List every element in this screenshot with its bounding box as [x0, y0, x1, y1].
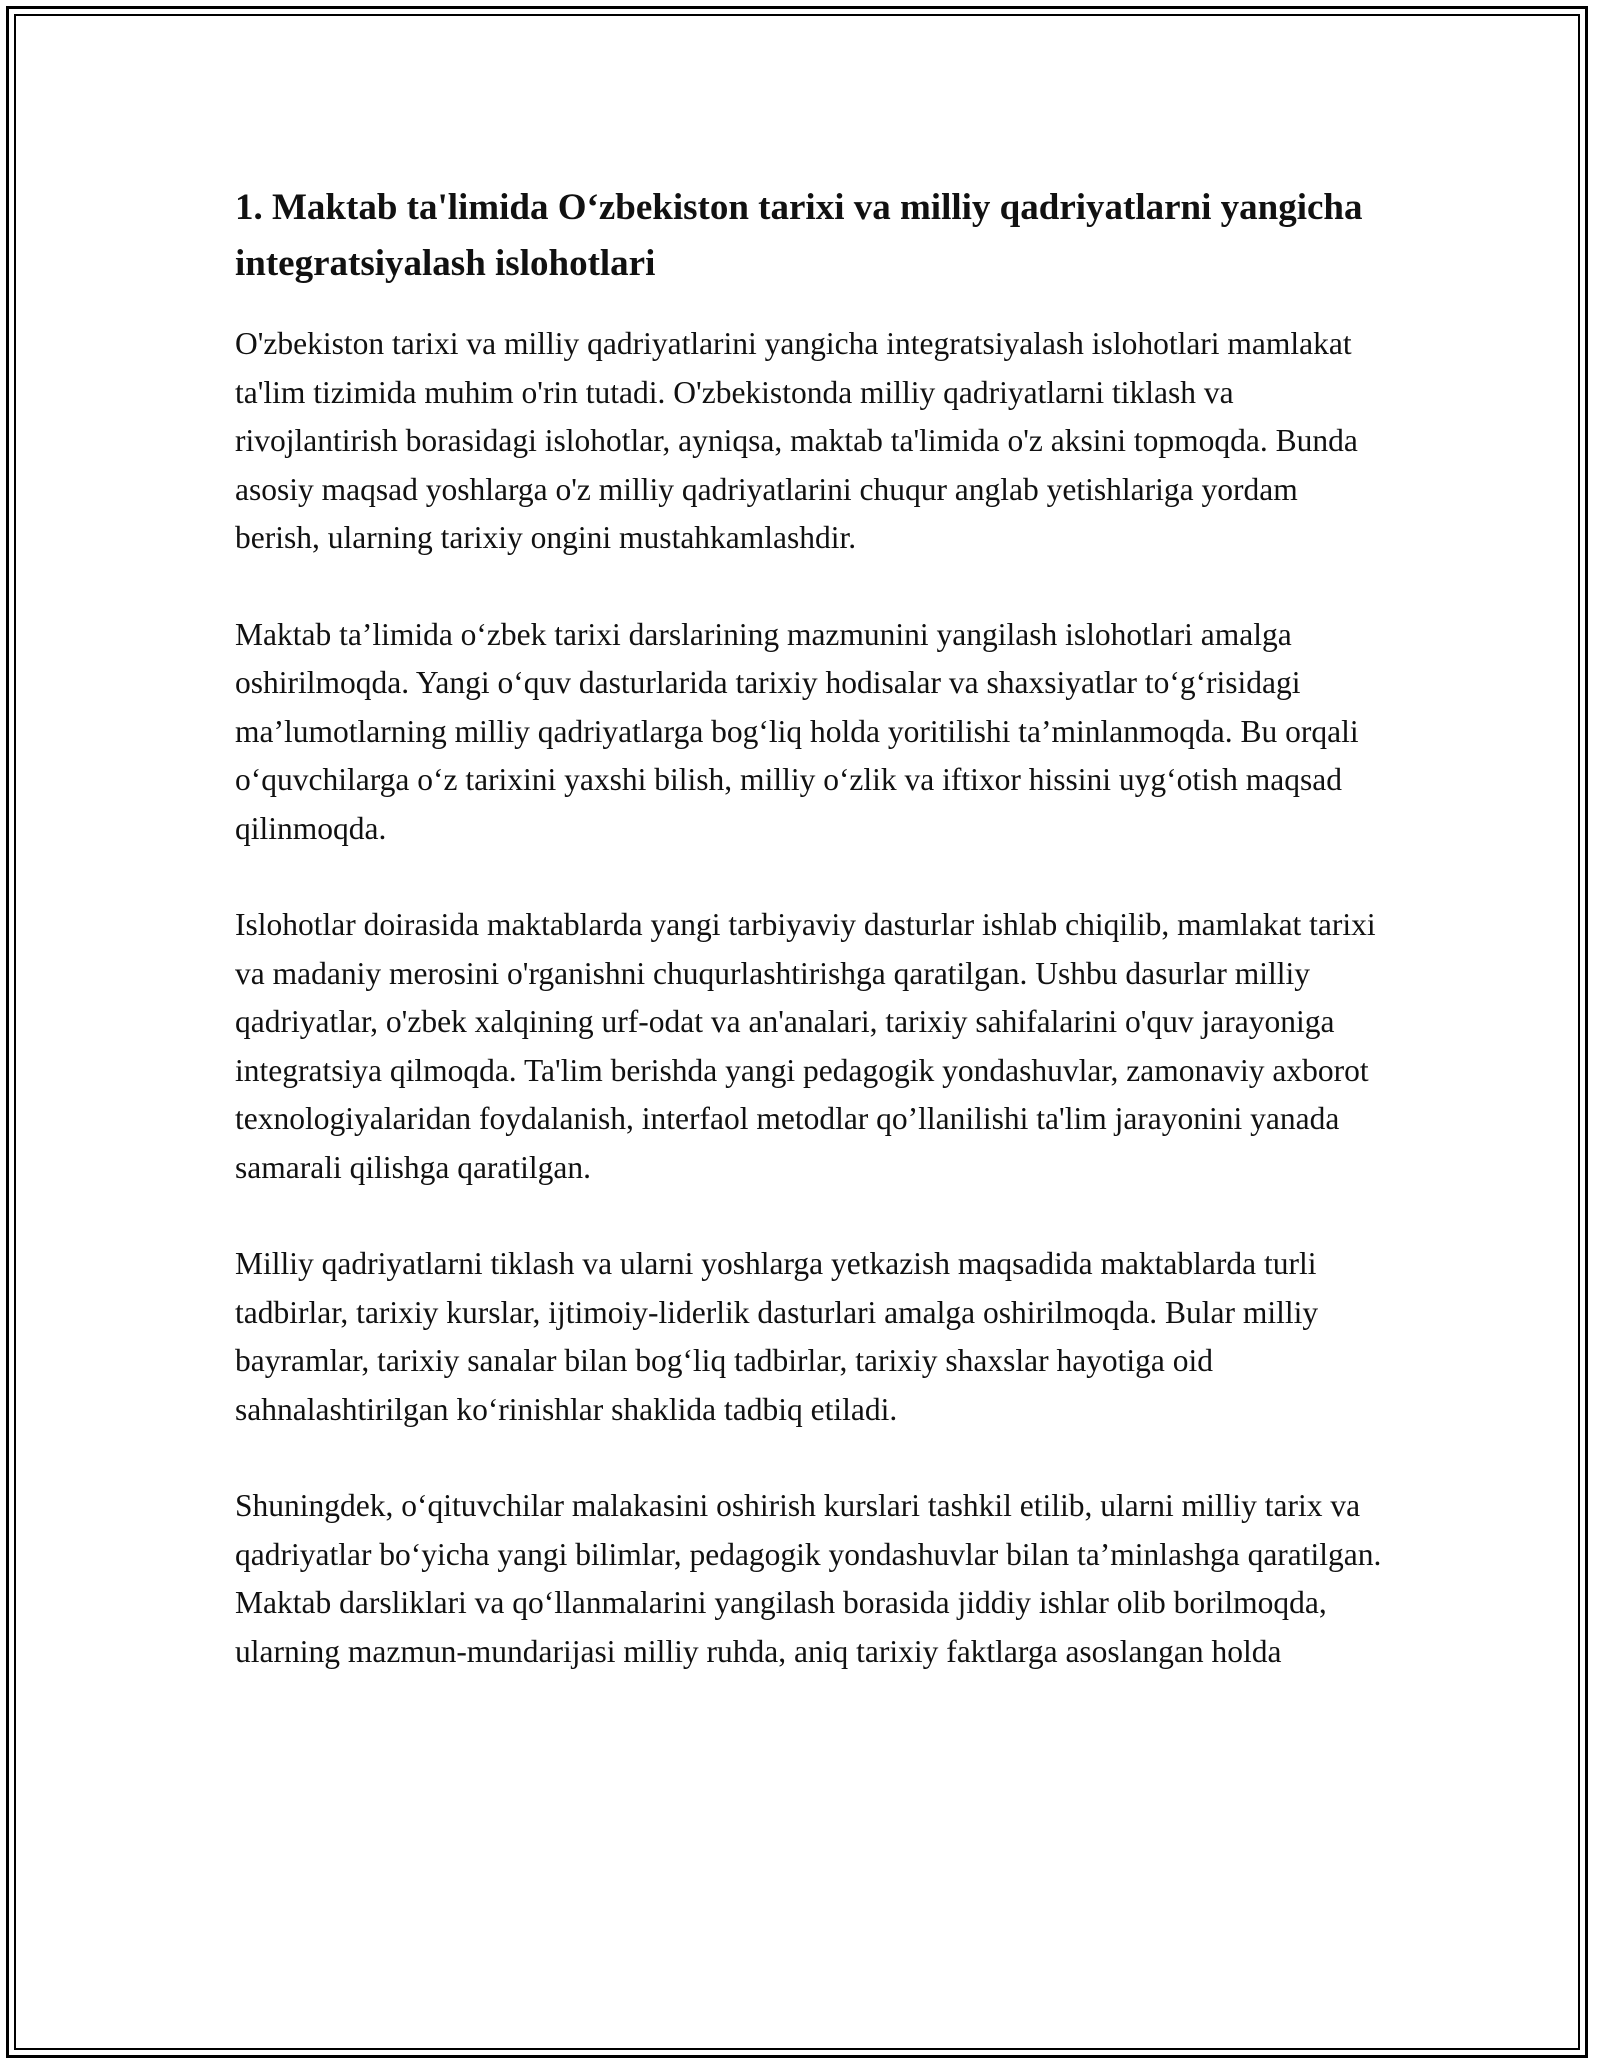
paragraph-5: Shuningdek, o‘qituvchilar malakasini oshirish kurslari tashkil etilib, ularni milliy tarix va qadriyatlar bo‘yicha yangi bilimlar, pedagogik yondashuvlar bilan ta’minlashga qaratilgan. Maktab darsliklari va qo‘llanmalarini yangilash borasida jiddiy ishlar olib borilmoqda, ularning mazmun-mundarijasi milliy ruhda, aniq tarixiy faktlarga asoslangan holda	[235, 1488, 1382, 1669]
document-body	[235, 180, 1385, 1724]
paragraph-1: O'zbekiston tarixi va milliy qadriyatlarini yangicha integratsiyalash islohotlari mamlakat ta'lim tizimida muhim o'rin tutadi. O'zbekistonda milliy qadriyatlarni tiklash va rivojlantirish borasidagi islohotlar, ayniqsa, maktab ta'limida o'z aksini topmoqda. Bunda asosiy maqsad yoshlarga o'z milliy qadriyatlarini chuqur anglab yetishlariga yordam berish, ularning tarixiy ongini mustahkamlashdir.	[235, 326, 1358, 555]
section-heading: 1. Maktab ta'limida O‘zbekiston tarixi va milliy qadriyatlarni yangicha integratsiyalash islohotlari	[235, 187, 1363, 284]
paragraph-2: Maktab ta’limida o‘zbek tarixi darslarining mazmunini yangilash islohotlari amalga oshirilmoqda. Yangi o‘quv dasturlarida tarixiy hodisalar va shaxsiyatlar to‘g‘risidagi ma’lumotlarning milliy qadriyatlarga bog‘liq holda yoritilishi ta’minlanmoqda. Bu orqali o‘quvchilarga o‘z tarixini yaxshi bilish, milliy o‘zlik va iftixor hissini uyg‘otish maqsad qilinmoqda.	[235, 616, 1359, 846]
paragraph-3: Islohotlar doirasida maktablarda yangi tarbiyaviy dasturlar ishlab chiqilib, mamlakat tarixi va madaniy merosini o'rganishni chuqurlashtirishga qaratilgan. Ushbu dasurlar milliy qadriyatlar, o'zbek xalqining urf-odat va an'analari, tarixiy sahifalarini o'quv jarayoniga integratsiya qilmoqda. Ta'lim berishda yangi pedagogik yondashuvlar, zamonaviy axborot texnologiyalaridan foydalanish, interfaol metodlar qo’llanilishi ta'lim jarayonini yanada samarali qilishga qaratilgan.	[235, 907, 1376, 1185]
paragraph-4: Milliy qadriyatlarni tiklash va ularni yoshlarga yetkazish maqsadida maktablarda turli tadbirlar, tarixiy kurslar, ijtimoiy-liderlik dasturlari amalga oshirilmoqda. Bular milliy bayramlar, tarixiy sanalar bilan bog‘liq tadbirlar, tarixiy shaxslar hayotiga oid sahnalashtirilgan ko‘rinishlar shaklida tadbiq etiladi.	[235, 1246, 1319, 1427]
